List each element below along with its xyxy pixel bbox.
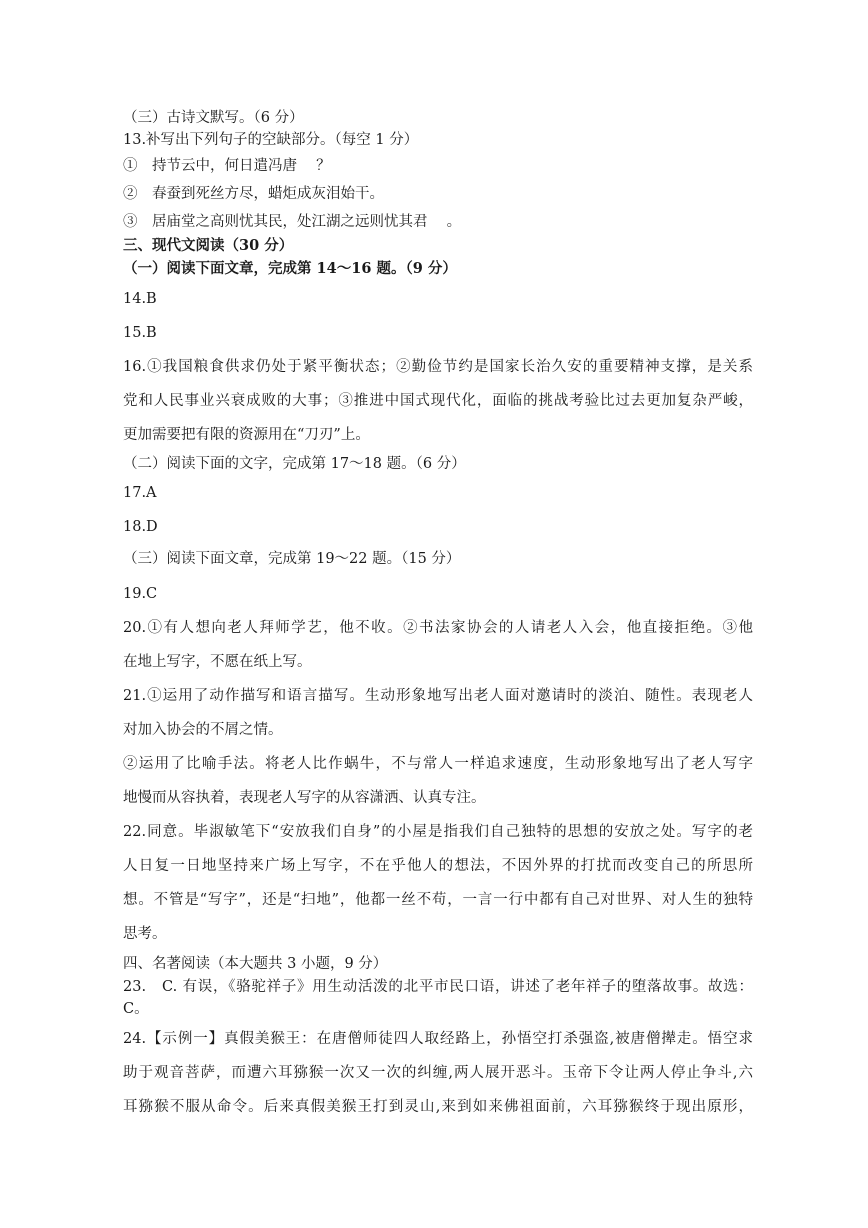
answer-21-line-3: ②运用了比喻手法。将老人比作蜗牛，不与常人一样追求速度，生动形象地写出了老人写字 <box>123 756 753 772</box>
section-heading-modern-reading: 三、现代文阅读（30 分） <box>123 237 294 254</box>
answer-21-line-1: 21.①运用了动作描写和语言描写。生动形象地写出老人面对邀请时的淡泊、随性。表现老人 <box>123 688 753 704</box>
answer-14: 14.B <box>123 291 157 307</box>
answer-23-line-1: 23. C. 有误，《骆驼祥子》用生动活泼的北平市民口语，讲述了老年祥子的堕落故事。故选： <box>123 979 753 995</box>
answer-13-3: ③ 居庙堂之高则忧其民，处江湖之远则忧其君 。 <box>123 214 462 230</box>
answer-13-1: ① 持节云中，何日遣冯唐 ？ <box>123 158 331 174</box>
answer-21-line-4: 地慢而从容执着，表现老人写字的从容潇洒、认真专注。 <box>123 790 486 806</box>
answer-18: 18.D <box>123 519 158 535</box>
answer-23-line-2: C。 <box>123 1001 149 1017</box>
subsection-heading-3: （三）阅读下面文章，完成第 19～22 题。（15 分） <box>123 551 461 567</box>
answer-24-line-3: 耳猕猴不服从命令。后来真假美猴王打到灵山,来到如来佛祖面前，六耳猕猴终于现出原形， <box>123 1099 753 1115</box>
answer-22-line-1: 22.同意。毕淑敏笔下“安放我们自身”的小屋是指我们自己独特的思想的安放之处。写字的老 <box>123 824 753 840</box>
answer-22-line-2: 人日复一日地坚持来广场上写字，不在乎他人的想法，不因外界的打扰而改变自己的所思所 <box>123 858 753 874</box>
answer-15: 15.B <box>123 325 157 341</box>
answer-24-line-2: 助于观音菩萨，而遭六耳猕猴一次又一次的纠缠,两人展开恶斗。玉帝下令让两人停止争斗,六 <box>123 1065 753 1081</box>
answer-20-line-1: 20.①有人想向老人拜师学艺，他不收。②书法家协会的人请老人入会，他直接拒绝。③他 <box>123 620 753 636</box>
answer-24-line-1: 24.【示例一】真假美猴王：在唐僧师徒四人取经路上，孙悟空打杀强盗,被唐僧撵走。悟空求 <box>123 1031 753 1047</box>
answer-16-line-1: 16.①我国粮食供求仍处于紧平衡状态；②勤俭节约是国家长治久安的重要精神支撑，是关系 <box>123 359 753 375</box>
subsection-heading-2: （二）阅读下面的文字，完成第 17～18 题。（6 分） <box>123 456 466 472</box>
subsection-heading-1: （一）阅读下面文章，完成第 14～16 题。（9 分） <box>123 260 457 277</box>
answer-13-2: ② 春蚕到死丝方尽，蜡炬成灰泪始干。 <box>123 186 384 202</box>
answer-16-line-2: 党和人民事业兴衰成败的大事；③推进中国式现代化，面临的挑战考验比过去更加复杂严峻， <box>123 393 753 409</box>
answer-21-line-2: 对加入协会的不屑之情。 <box>123 722 283 738</box>
answer-20-line-2: 在地上写字，不愿在纸上写。 <box>123 654 312 670</box>
section-heading-poetry-dictation: （三）古诗文默写。（6 分） <box>123 110 304 126</box>
answer-19: 19.C <box>123 586 158 602</box>
answer-16-line-3: 更加需要把有限的资源用在“刀刃”上。 <box>123 427 370 443</box>
answer-22-line-3: 想。不管是“写字”，还是“扫地”，他都一丝不苟，一言一行中都有自己对世界、对人生的独特 <box>123 892 753 908</box>
question-13: 13.补写出下列句子的空缺部分。（每空 1 分） <box>123 132 419 148</box>
answer-22-line-4: 思考。 <box>123 926 167 942</box>
answer-17: 17.A <box>123 485 157 501</box>
section-heading-classics: 四、名著阅读（本大题共 3 小题，9 分） <box>123 956 388 972</box>
